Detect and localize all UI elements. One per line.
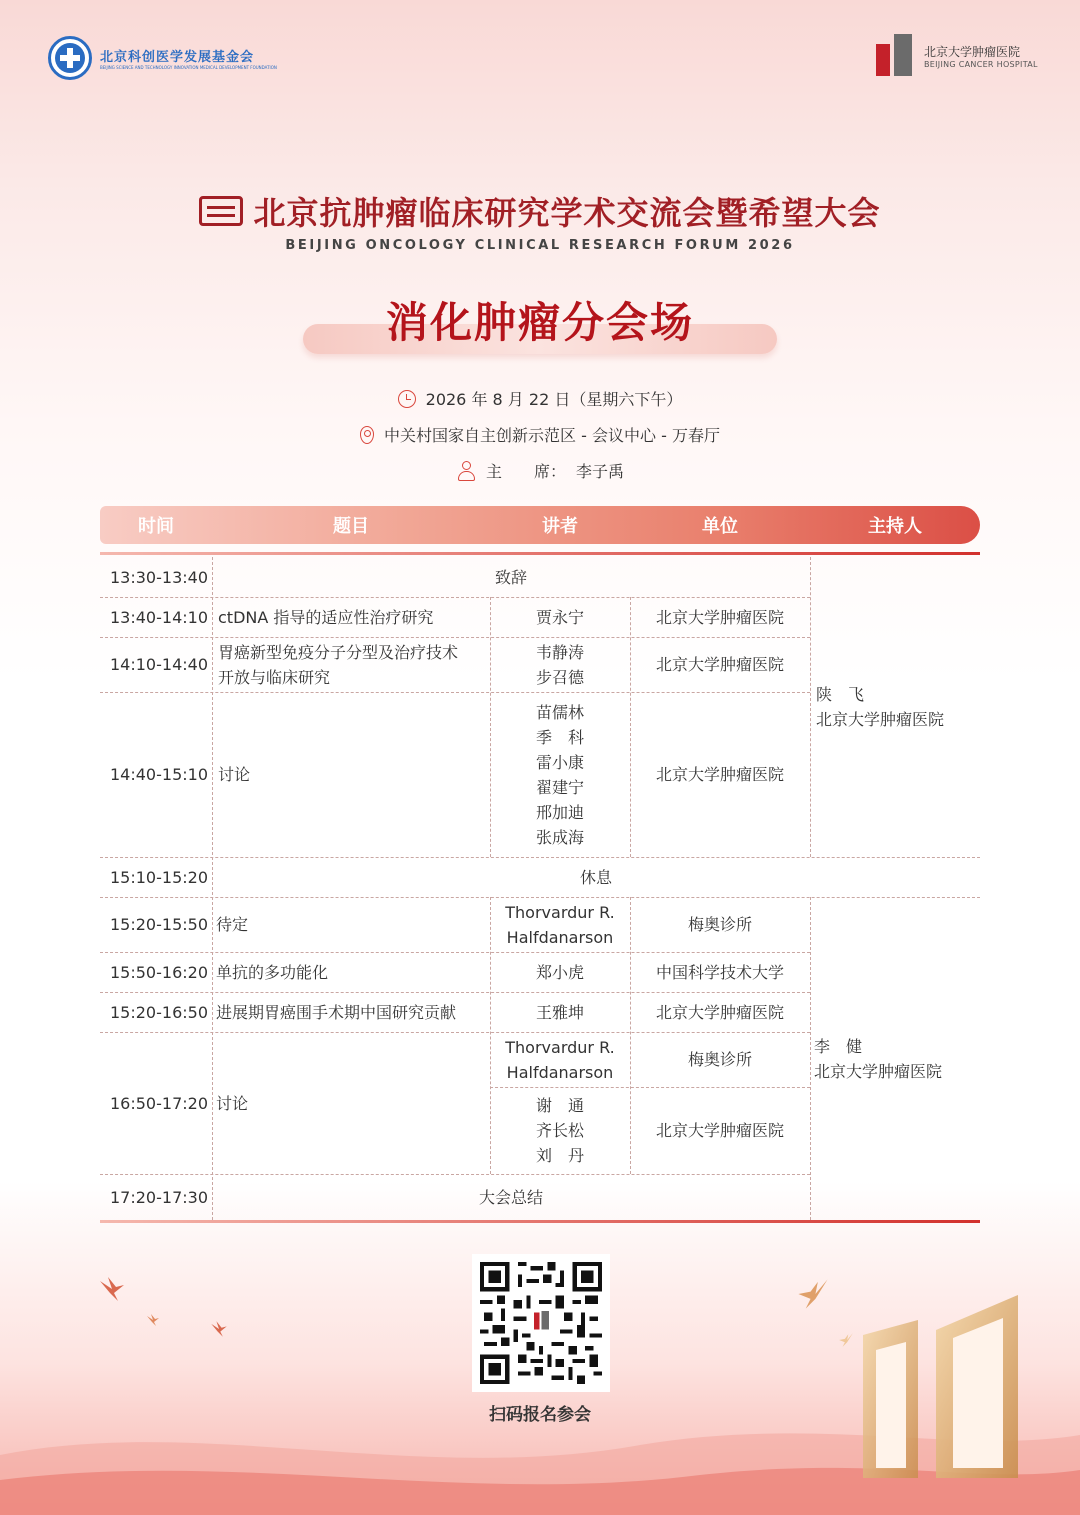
row6-topic: 待定	[216, 915, 249, 934]
row8-topic: 进展期胃癌围手术期中国研究贡献	[216, 1002, 457, 1022]
registration-qr-code[interactable]	[472, 1254, 610, 1392]
hospital-mark-icon	[876, 34, 916, 78]
header-host: 主持人	[868, 516, 922, 537]
row10-time: 17:20-17:30	[110, 1187, 208, 1207]
qr-label: 扫码报名参会	[489, 1405, 591, 1425]
row7-topic: 单抗的多功能化	[216, 962, 329, 982]
row10-topic: 大会总结	[478, 1187, 543, 1207]
row3-speakers: 韦静涛 步召德	[535, 642, 584, 687]
host2-name: 李 健	[814, 1036, 863, 1056]
header-time: 时间	[138, 516, 174, 537]
schedule-table-header	[100, 506, 980, 544]
row4-speakers: 苗儒林 季 科 雷小康 翟建宁 邢加迪 张成海	[535, 702, 584, 847]
row8-speaker: 王雅坤	[535, 1002, 584, 1022]
row9-speakers-b: 谢 通 齐长松 刘 丹	[535, 1096, 584, 1165]
event-title	[0, 188, 1080, 253]
session-title: 消化肿瘤分会场	[385, 298, 694, 347]
hospital-logo	[876, 34, 1038, 78]
header-unit: 单位	[702, 516, 738, 537]
foundation-logo	[48, 36, 277, 80]
row7-unit: 中国科学技术大学	[655, 962, 784, 982]
venue-line	[0, 423, 1080, 446]
bird-icon	[208, 1320, 230, 1338]
header-topic: 题目	[333, 516, 369, 537]
row8-time: 15:20-16:50	[110, 1002, 208, 1022]
bird-icon	[796, 1276, 830, 1312]
row2-speaker: 贾永宁	[535, 607, 584, 627]
chair-name: 李子禹	[576, 462, 625, 481]
foundation-name: 北京科创医学发展基金会	[100, 50, 255, 65]
date-line	[0, 387, 1080, 410]
row6-speaker: Thorvardur R. Halfdanarson	[505, 902, 615, 947]
row9-topic: 讨论	[216, 1093, 249, 1113]
row9-time: 16:50-17:20	[110, 1093, 208, 1113]
row3-time: 14:10-14:40	[110, 655, 208, 674]
bird-icon	[98, 1275, 126, 1303]
header-speaker: 讲者	[542, 516, 578, 537]
row9-unit-b: 北京大学肿瘤医院	[655, 1121, 784, 1140]
qr-code-icon	[480, 1262, 602, 1384]
row5-time: 15:10-15:20	[110, 867, 208, 887]
table-top-rule	[100, 552, 980, 555]
bird-icon	[146, 1312, 160, 1328]
host-block-2	[814, 897, 980, 1220]
foundation-name-en: BEIJING SCIENCE AND TECHNOLOGY INNOVATION MEDICAL DEVELOPMENT FOUNDATION	[100, 65, 277, 70]
row8-unit: 北京大学肿瘤医院	[655, 1002, 784, 1022]
chair-label: 主 席：	[485, 462, 566, 481]
row3-topic: 胃癌新型免疫分子分型及治疗技术 开放与临床研究	[218, 642, 459, 687]
forum-logo-icon	[199, 196, 243, 226]
clock-icon	[398, 390, 416, 408]
row1-time: 13:30-13:40	[110, 567, 208, 587]
gold-door-decoration	[858, 1290, 1023, 1480]
event-venue: 中关村国家自主创新示范区 - 会议中心 - 万春厅	[384, 426, 720, 445]
row1-topic: 致辞	[494, 567, 527, 587]
location-pin-icon	[360, 426, 374, 444]
row7-speaker: 郑小虎	[535, 962, 584, 982]
row4-topic: 讨论	[218, 765, 251, 784]
hospital-name-en: BEIJING CANCER HOSPITAL	[924, 60, 1038, 69]
host1-name: 陕 飞	[816, 685, 865, 704]
table-bottom-rule	[100, 1220, 980, 1223]
row6-unit: 梅奥诊所	[687, 915, 752, 934]
row2-topic: ctDNA 指导的适应性治疗研究	[218, 607, 434, 627]
chair-line	[0, 459, 1080, 482]
person-icon	[456, 461, 476, 481]
bird-icon	[838, 1332, 854, 1348]
event-date: 2026 年 8 月 22 日（星期六下午）	[425, 390, 683, 409]
row9-unit-a: 梅奥诊所	[687, 1050, 752, 1069]
event-title-en: BEIJING ONCOLOGY CLINICAL RESEARCH FORUM 2026	[285, 238, 795, 253]
foundation-emblem-icon	[48, 36, 92, 80]
hospital-name: 北京大学肿瘤医院	[924, 45, 1021, 59]
row4-unit: 北京大学肿瘤医院	[655, 765, 784, 784]
host2-unit: 北京大学肿瘤医院	[814, 1061, 943, 1081]
host-block-1	[816, 557, 980, 857]
row3-unit: 北京大学肿瘤医院	[655, 655, 784, 674]
row5-topic: 休息	[579, 867, 612, 887]
row9-speaker-a: Thorvardur R. Halfdanarson	[505, 1037, 615, 1082]
host1-unit: 北京大学肿瘤医院	[816, 710, 945, 729]
row2-time: 13:40-14:10	[110, 607, 208, 627]
row4-time: 14:40-15:10	[110, 765, 208, 784]
row2-unit: 北京大学肿瘤医院	[655, 607, 784, 627]
row6-time: 15:20-15:50	[110, 915, 208, 934]
event-title-cn: 北京抗肿瘤临床研究学术交流会暨希望大会	[253, 194, 881, 232]
row7-time: 15:50-16:20	[110, 962, 208, 982]
